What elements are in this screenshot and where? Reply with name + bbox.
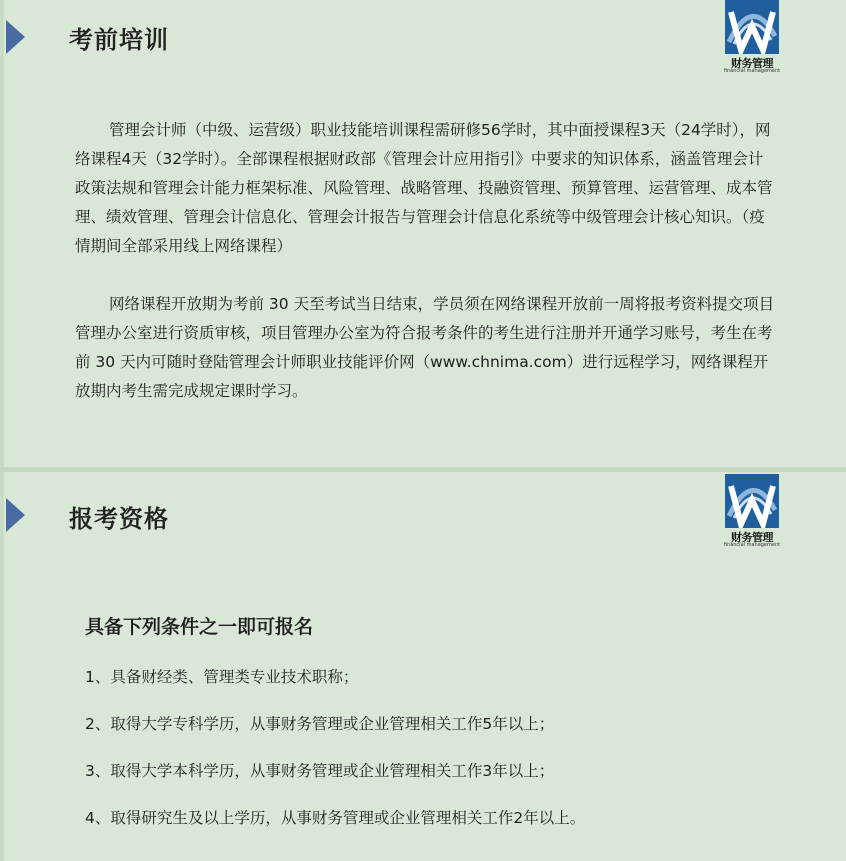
logo-chinese-text: 财务管理 bbox=[731, 57, 773, 70]
triangle-arrow-icon bbox=[6, 498, 25, 532]
training-paragraph-1: 管理会计师（中级、运营级）职业技能培训课程需研修56学时，其中面授课程3天（24学时），网络课程4天（32学时）。全部课程根据财政部《管理会计应用指引》中要求的知识体系，涵盖管理会计政策法规和管理会计能力框架标准、风险管理、战略管理、投融资管理、预算管理、运营管理、成本管理、绩效管理、管理会计信息化、管理会计报告与管理会计信息化系统等中级管理会计核心知识。（疫情期间全部采用线上网络课程） bbox=[75, 121, 773, 255]
financial-management-logo bbox=[723, 474, 781, 550]
logo-emblem-icon bbox=[725, 0, 779, 54]
eligibility-section bbox=[0, 472, 846, 861]
logo-chinese-text: 财务管理 bbox=[731, 531, 773, 544]
section-left-border bbox=[0, 0, 4, 468]
triangle-arrow-icon bbox=[6, 20, 25, 54]
section-title: 考前培训 bbox=[69, 26, 169, 54]
training-paragraph-2: 网络课程开放期为考前 30 天至考试当日结束，学员须在网络课程开放前一周将报考资料提交项目管理办公室进行资质审核，项目管理办公室为符合报考条件的考生进行注册并开通学习账号，考生在考前 30 天内可随时登陆管理会计师职业技能评价网（www.chnima.com）进行远程学习，网络课程开放期内考生需完成规定课时学习。 bbox=[75, 295, 775, 400]
section-title: 报考资格 bbox=[69, 505, 169, 533]
section-left-border bbox=[0, 472, 4, 861]
condition-item: 3、取得大学本科学历，从事财务管理或企业管理相关工作3年以上； bbox=[85, 762, 555, 780]
condition-item: 1、具备财经类、管理类专业技术职称； bbox=[85, 668, 359, 686]
condition-item: 2、取得大学专科学历，从事财务管理或企业管理相关工作5年以上； bbox=[85, 715, 555, 733]
logo-english-text: financial management bbox=[723, 68, 781, 74]
financial-management-logo bbox=[723, 0, 781, 76]
logo-english-text: financial management bbox=[723, 542, 781, 548]
eligibility-subheading: 具备下列条件之一即可报名 bbox=[85, 616, 314, 638]
logo-emblem-icon bbox=[725, 474, 779, 528]
condition-item: 4、取得研究生及以上学历，从事财务管理或企业管理相关工作2年以上。 bbox=[85, 809, 586, 827]
